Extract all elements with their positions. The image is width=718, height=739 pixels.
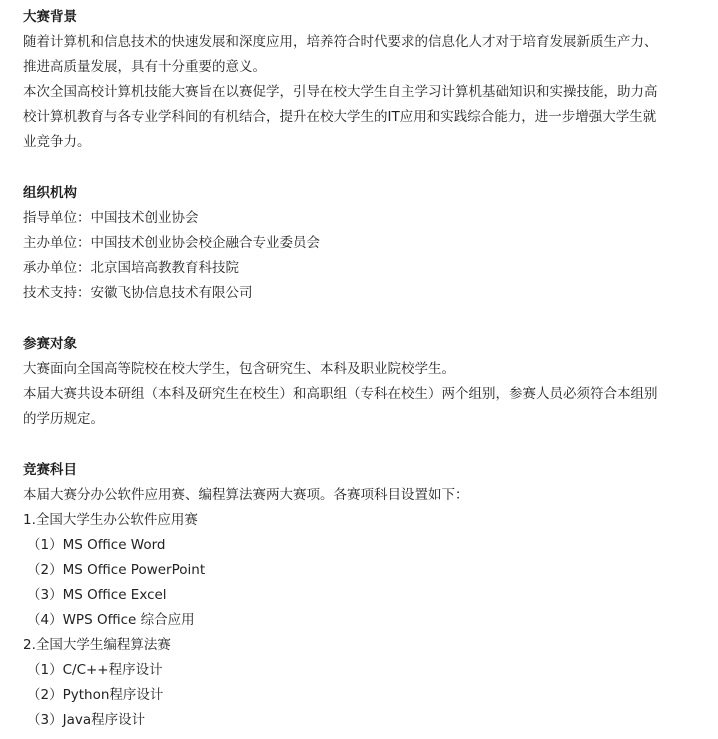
participants-paragraph: 大赛面向全国高等院校在校大学生，包含研究生、本科及职业院校学生。 [23,361,455,377]
subject-item: （3）Java程序设计 [27,712,146,728]
organization-item: 主办单位：中国技术创业协会校企融合专业委员会 [23,235,320,251]
background-paragraph: 随着计算机和信息技术的快速发展和深度应用，培养符合时代要求的信息化人才对于培育发展新质生产力、推进高质量发展，具有十分重要的意义。 [23,34,658,75]
subject-item: （4）WPS Office 综合应用 [27,612,195,628]
organization-item: 技术支持：安徽飞协信息技术有限公司 [23,285,253,301]
section-heading-background: 大赛背景 [23,9,77,25]
participants-section [23,332,718,432]
background-section [23,5,718,155]
organization-section [23,181,718,306]
section-heading-subjects: 竞赛科目 [23,462,77,478]
subject-item: （2）Python程序设计 [27,687,164,703]
subject-group-title: 2.全国大学生编程算法赛 [23,637,171,653]
subjects-intro: 本届大赛分办公软件应用赛、编程算法赛两大赛项。各赛项科目设置如下： [23,487,469,503]
background-paragraph: 本次全国高校计算机技能大赛旨在以赛促学，引导在校大学生自主学习计算机基础知识和实操技能，助力高校计算机教育与各专业学科间的有机结合，提升在校大学生的IT应用和实践综合能力，进一步增强大学生就业竞争力。 [23,84,658,150]
subject-item: （1）C/C++程序设计 [27,662,163,678]
subject-group-title: 1.全国大学生办公软件应用赛 [23,512,198,528]
section-heading-organization: 组织机构 [23,185,77,201]
participants-paragraph: 本届大赛共设本研组（本科及研究生在校生）和高职组（专科在校生）两个组别，参赛人员必须符合本组别的学历规定。 [23,386,658,427]
section-heading-participants: 参赛对象 [23,336,77,352]
subjects-section [23,458,718,733]
subject-item: （3）MS Office Excel [27,587,167,603]
organization-item: 指导单位：中国技术创业协会 [23,210,199,226]
subject-item: （1）MS Office Word [27,537,166,553]
subject-item: （2）MS Office PowerPoint [27,562,206,578]
organization-item: 承办单位：北京国培高教教育科技院 [23,260,239,276]
